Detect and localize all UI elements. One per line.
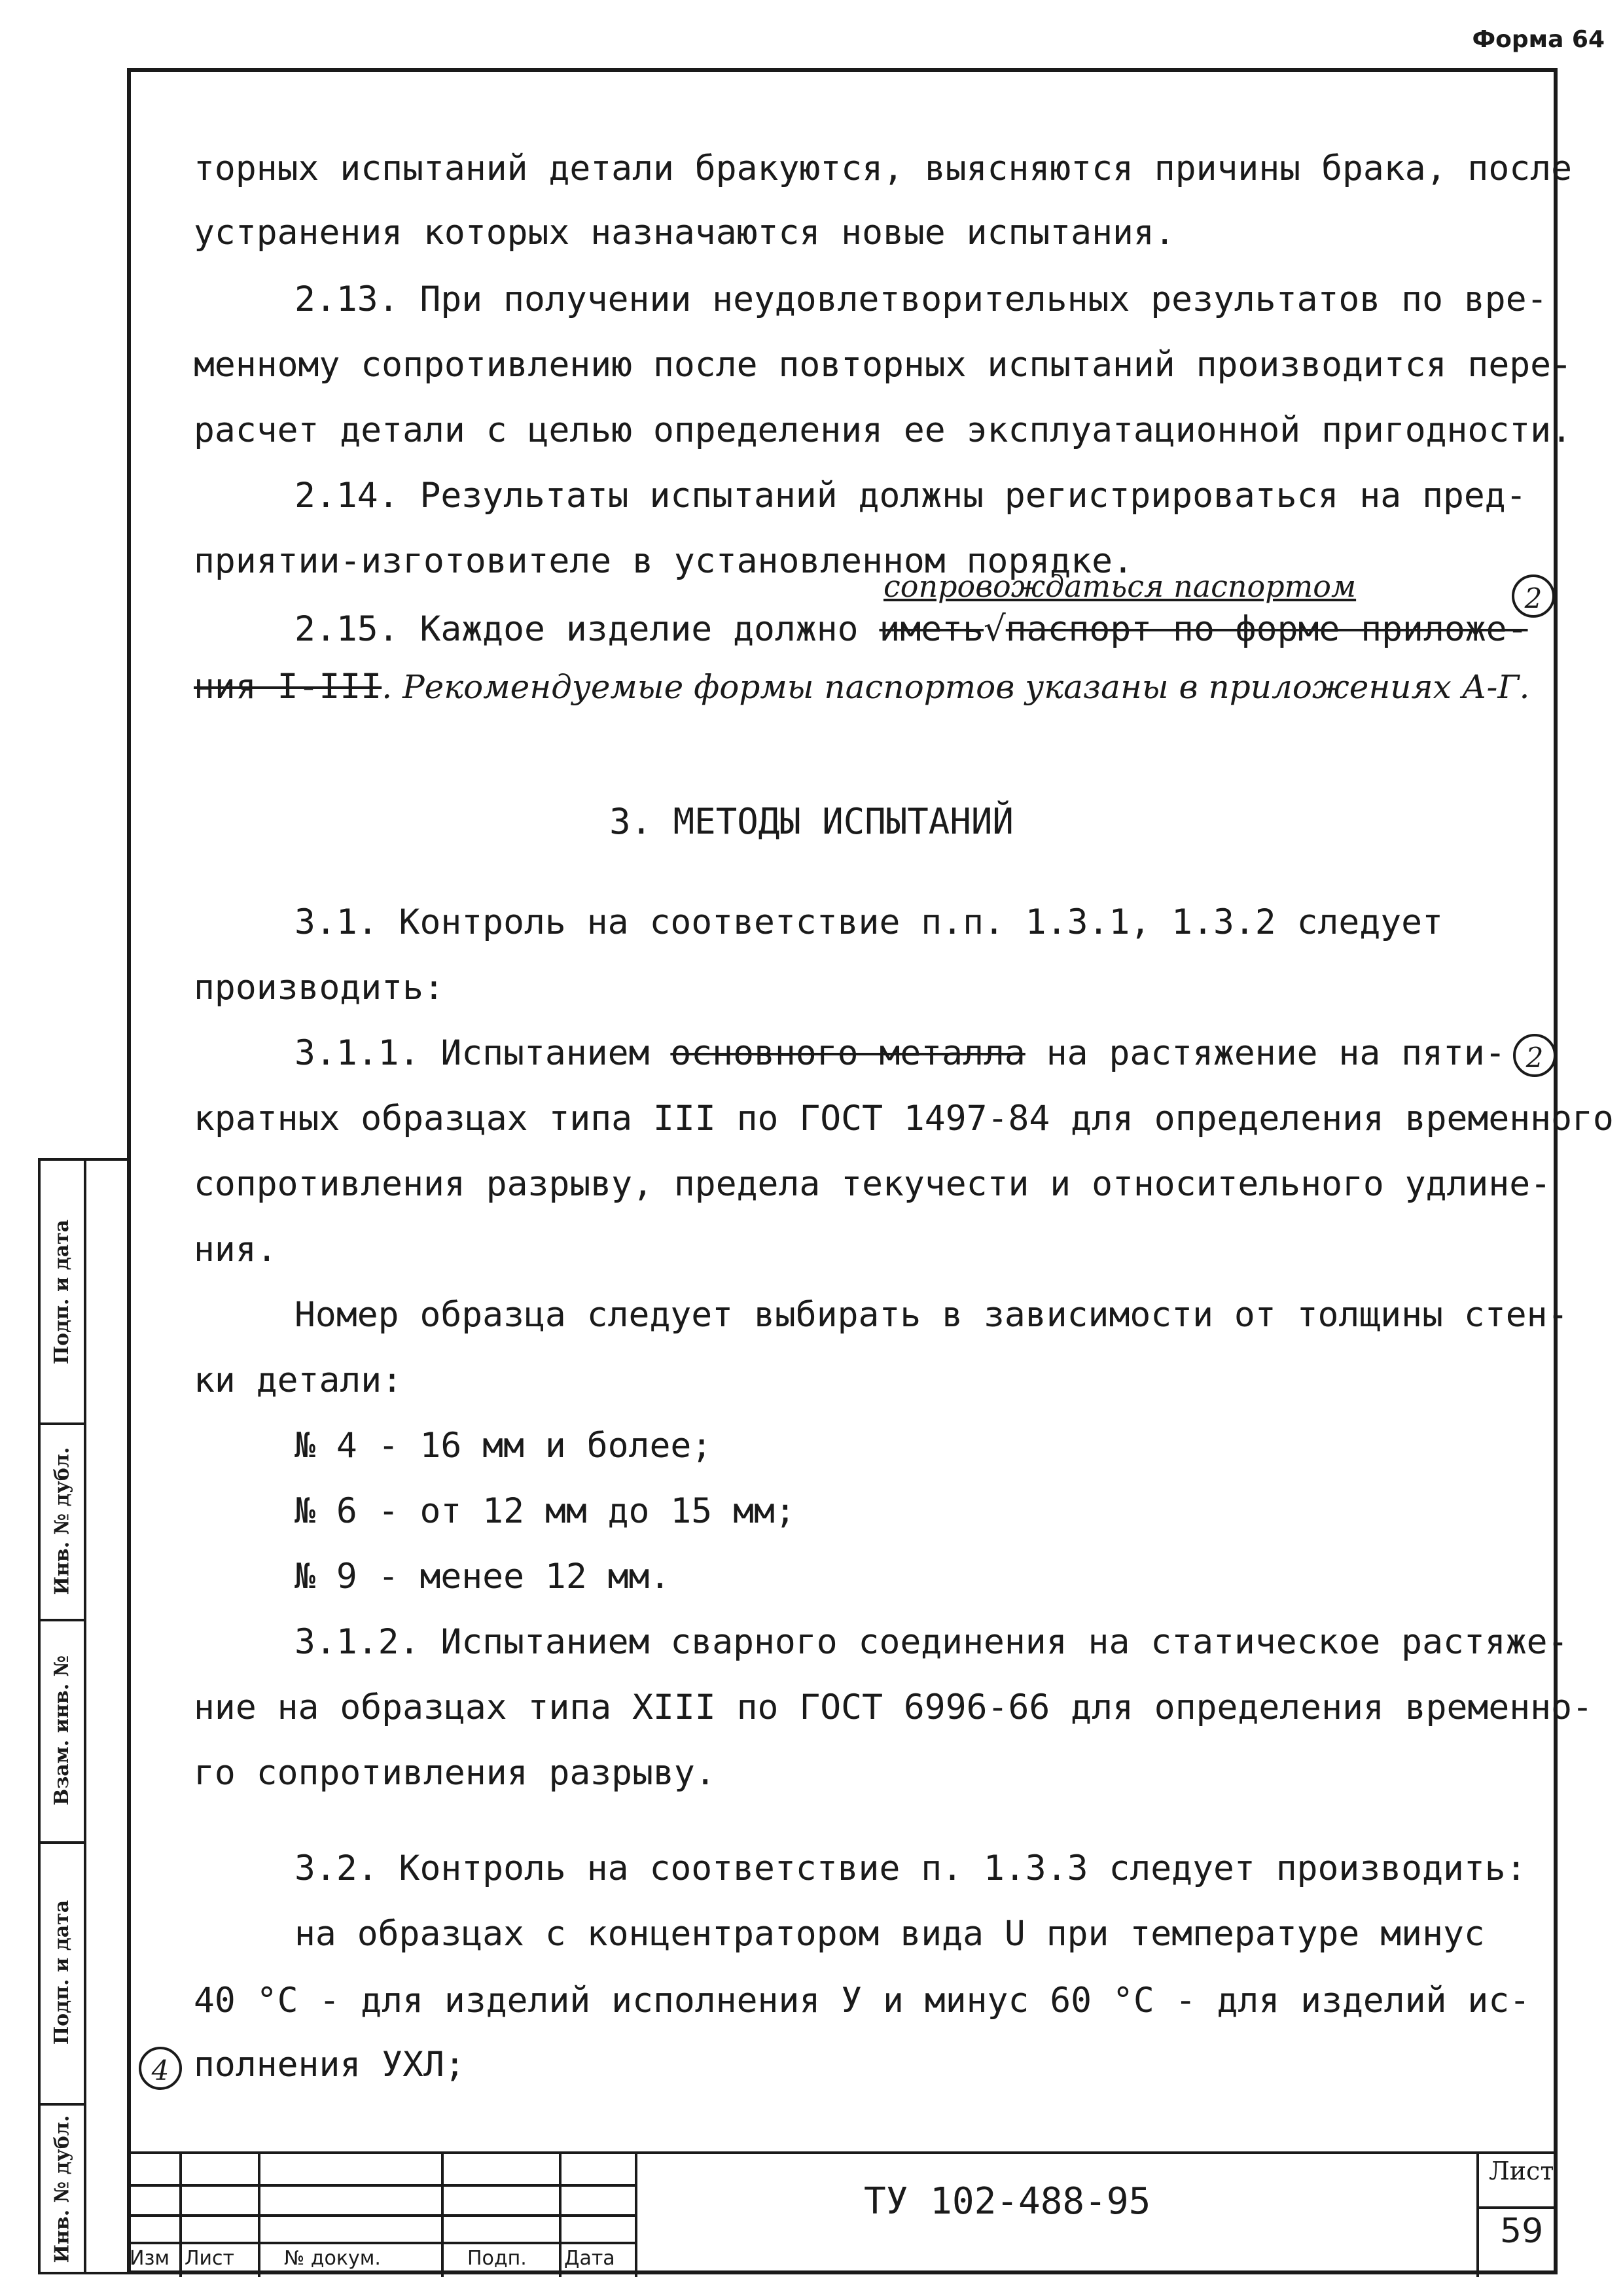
title-block <box>127 2151 1558 2274</box>
text-line: ние на образцах типа XIII по ГОСТ 6996-66 для определения временно- <box>194 1687 1593 1727</box>
text-line: торных испытаний детали бракуются, выясняются причины брака, после <box>194 149 1572 188</box>
side-stamp-cell: Взам. инв. № <box>41 1619 84 1844</box>
struck-word: иметь <box>879 609 984 649</box>
text-line: 40 °C - для изделий исполнения У и минус 60 °C - для изделий ис- <box>194 1981 1531 2021</box>
text-line: приятии-изготовителе в установленном порядке. <box>194 541 1133 581</box>
struck-text: основного металла <box>670 1033 1026 1073</box>
side-stamp-cell: Инв. № дубл. <box>41 1422 84 1621</box>
col-header-sheet: Лист <box>185 2247 235 2270</box>
clause-2-15-text: 2.15. Каждое изделие должно <box>294 609 880 649</box>
handwritten-note: . Рекомендуемые формы паспортов указаны в приложениях А-Г. <box>382 668 1530 706</box>
clause-3-1-1-text: 3.1.1. Испытанием <box>294 1033 671 1073</box>
revision-mark: 2 <box>1513 1034 1556 1077</box>
text-line: ния. <box>194 1229 277 1269</box>
side-stamp-cell: Подп. и дата <box>41 1841 84 2106</box>
text-line: Номер образца следует выбирать в зависимости от толщины стен- <box>294 1295 1569 1335</box>
list-item: № 9 - менее 12 мм. <box>294 1557 671 1597</box>
text-line: на образцах с концентратором вида U при температуре минус <box>294 1914 1485 1954</box>
col-header-signature: Подп. <box>467 2247 527 2270</box>
clause-3-1-2: 3.1.2. Испытанием сварного соединения на статическое растяже- <box>294 1622 1569 1662</box>
grid-line <box>127 2242 635 2244</box>
clause-3-1-1 <box>294 1034 1506 1073</box>
text-line: сопротивления разрыву, предела текучести и относительного удлине- <box>194 1164 1552 1204</box>
revision-mark: 4 <box>139 2047 182 2090</box>
side-stamp <box>38 1158 127 2274</box>
text-line: производить: <box>194 968 444 1008</box>
form-label: Форма 64 <box>1472 26 1605 53</box>
grid-line <box>1476 2154 1479 2277</box>
grid-line <box>635 2154 637 2277</box>
list-item: № 4 - 16 мм и более; <box>294 1426 713 1466</box>
grid-line <box>1476 2206 1558 2209</box>
struck-text: ния I-III <box>194 667 382 707</box>
grid-line <box>127 2214 635 2217</box>
text-line: устранения которых назначаются новые испытания. <box>194 213 1175 253</box>
text-line: расчет детали с целью определения ее эксплуатационной пригодности. <box>194 410 1572 450</box>
sheet-number: 59 <box>1500 2212 1544 2251</box>
clause-3-2: 3.2. Контроль на соответствие п. 1.3.3 следует производить: <box>294 1848 1527 1888</box>
document-id: ТУ 102-488-95 <box>864 2180 1151 2223</box>
text-line: го сопротивления разрыву. <box>194 1753 716 1793</box>
col-header-doc-no: № докум. <box>284 2247 381 2270</box>
text-line: ки детали: <box>194 1360 403 1400</box>
clause-3-1-1-text: на растяжение на пяти- <box>1025 1033 1506 1073</box>
list-item: № 6 - от 12 мм до 15 мм; <box>294 1491 796 1531</box>
clause-2-13: 2.13. При получении неудовлетворительных результатов по вре- <box>294 279 1548 319</box>
col-header-date: Дата <box>564 2247 615 2270</box>
col-header-change: Изм <box>130 2247 170 2270</box>
side-stamp-cell: Подп. и дата <box>41 1161 84 1425</box>
text-line: менному сопротивлению после повторных испытаний производится пере- <box>194 345 1572 385</box>
clause-2-15 <box>294 610 1528 649</box>
insertion-caret: √ <box>984 609 1006 649</box>
handwritten-insertion: сопровождаться паспортом <box>883 569 1357 604</box>
section-heading: 3. МЕТОДЫ ИСПЫТАНИЙ <box>609 801 1014 842</box>
grid-line <box>127 2184 635 2187</box>
clause-2-14: 2.14. Результаты испытаний должны регистрироваться на пред- <box>294 476 1527 516</box>
side-stamp-cell: Инв. № дубл. <box>50 2115 74 2263</box>
clause-3-1: 3.1. Контроль на соответствие п.п. 1.3.1, 1.3.2 следует <box>294 902 1443 942</box>
struck-text: паспорт по форме приложе- <box>1005 609 1528 649</box>
text-line <box>194 667 1529 707</box>
text-line: кратных образцах типа III по ГОСТ 1497-84 для определения временного <box>194 1099 1614 1139</box>
revision-mark: 2 <box>1512 574 1555 618</box>
sheet-label: Лист <box>1489 2157 1554 2185</box>
text-line: полнения УХЛ; <box>194 2045 465 2085</box>
